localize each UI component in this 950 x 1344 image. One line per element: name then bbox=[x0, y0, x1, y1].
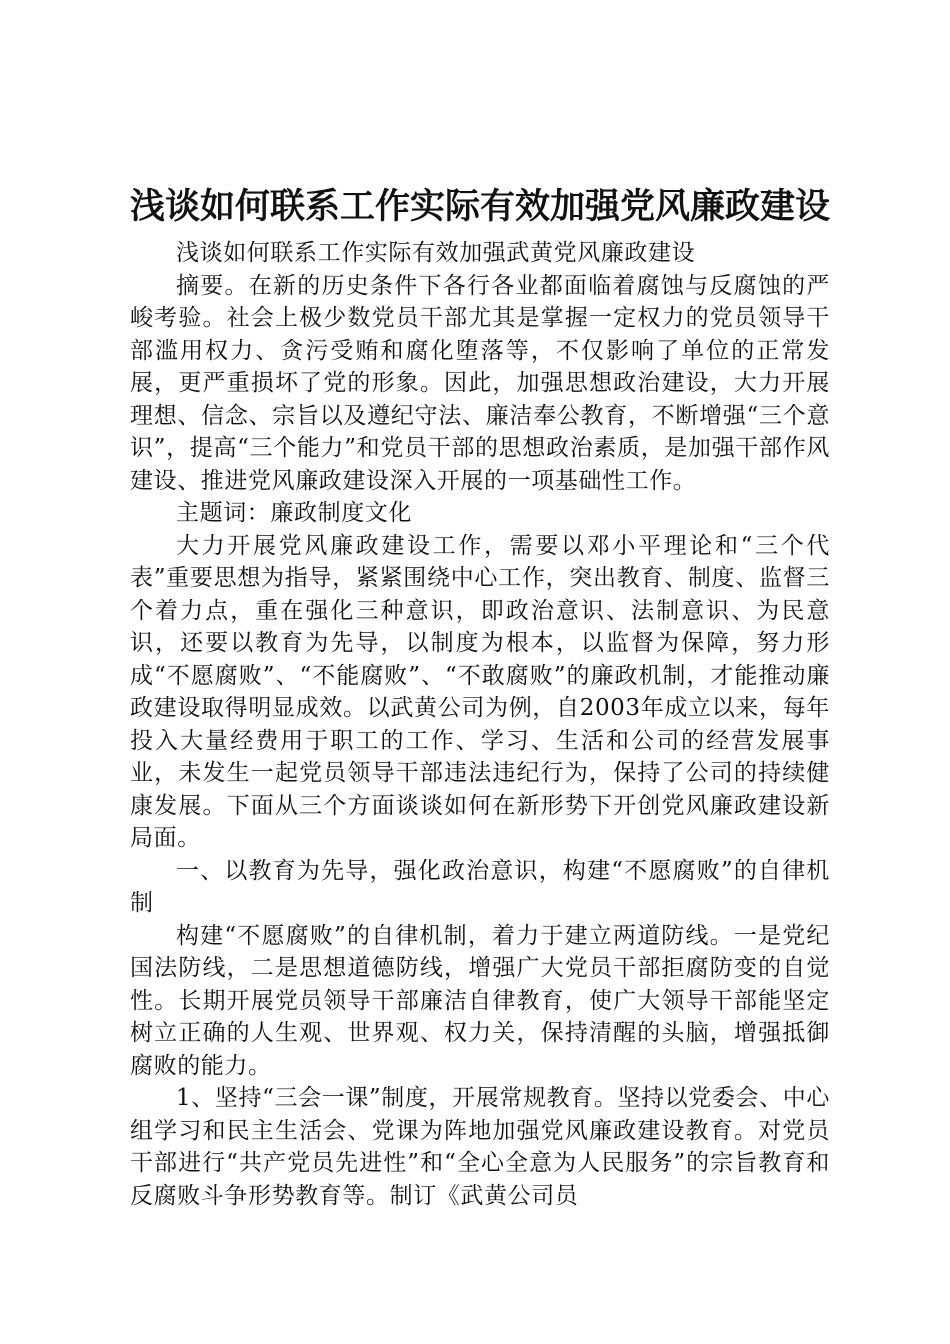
keywords-paragraph: 主题词：廉政制度文化 bbox=[176, 500, 412, 526]
document-page bbox=[130, 183, 830, 1212]
body-paragraph: 1、坚持“三会一课”制度，开展常规教育。坚持以党委会、中心组学习和民主生活会、党课为阵地加强党风廉政建设教育。对党员干部进行“共产党员先进性”和“全心全意为人民服务”的宗旨教育和反腐败斗争形势教育等。制订《武黄公司员 bbox=[130, 1085, 830, 1209]
abstract-paragraph: 摘要。在新的历史条件下各行各业都面临着腐蚀与反腐蚀的严峻考验。社会上极少数党员干部尤其是掌握一定权力的党员领导干部滥用权力、贪污受贿和腐化堕落等，不仅影响了单位的正常发展，更严重损坏了党的形象。因此，加强思想政治建设，大力开展理想、信念、宗旨以及遵纪守法、廉洁奉公教育，不断增强“三个意识”，提高“三个能力”和党员干部的思想政治素质，是加强干部作风建设、推进党风廉政建设深入开展的一项基础性工作。 bbox=[130, 272, 830, 494]
document-title: 浅谈如何联系工作实际有效加强党风廉政建设 bbox=[130, 186, 831, 227]
body-paragraph: 构建“不愿腐败”的自律机制，着力于建立两道防线。一是党纪国法防线，二是思想道德防线，增强广大党员干部拒腐防变的自觉性。长期开展党员领导干部廉洁自律教育，使广大领导干部能坚定树立正确的人生观、世界观、权力关，保持清醒的头脑，增强抵御腐败的能力。 bbox=[130, 922, 830, 1079]
section-heading-1: 一、以教育为先导，强化政治意识，构建“不愿腐败”的自律机制 bbox=[130, 857, 830, 916]
subtitle-paragraph: 浅谈如何联系工作实际有效加强武黄党风廉政建设 bbox=[176, 240, 696, 266]
intro-paragraph: 大力开展党风廉政建设工作，需要以邓小平理论和“三个代表”重要思想为指导，紧紧围绕中心工作，突出教育、制度、监督三个着力点，重在强化三种意识，即政治意识、法制意识、为民意识，还要以教育为先导，以制度为根本，以监督为保障，努力形成“不愿腐败”、“不能腐败”、“不敢腐败”的廉政机制，才能推动廉政建设取得明显成效。以武黄公司为例，自2003年成立以来，每年投入大量经费用于职工的工作、学习、生活和公司的经营发展事业，未发生一起党员领导干部违法违纪行为，保持了公司的持续健康发展。下面从三个方面谈谈如何在新形势下开创党风廉政建设新局面。 bbox=[130, 532, 830, 851]
